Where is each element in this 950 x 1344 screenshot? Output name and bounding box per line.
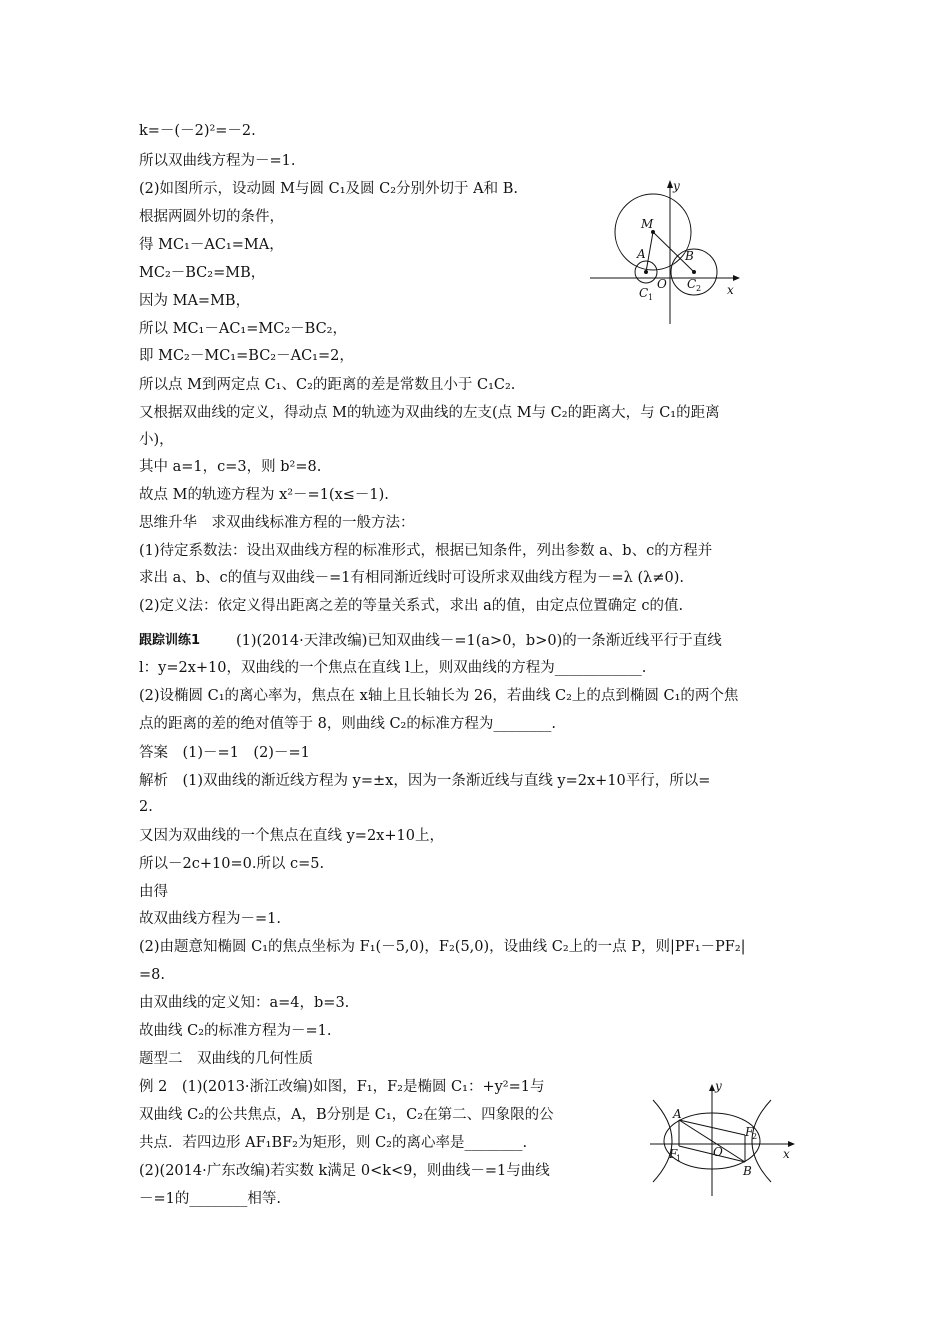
label-O: O [713, 1145, 723, 1159]
text-line: (1)待定系数法：设出双曲线方程的标准形式，根据已知条件，列出参数 a、b、c的方程并 [139, 543, 713, 559]
text-line: 由双曲线的定义知：a=4，b=3. [139, 995, 350, 1011]
section-heading: 题型二 双曲线的几何性质 [139, 1051, 313, 1067]
text-line: 又因为双曲线的一个焦点在直线 y=2x+10上， [139, 828, 444, 844]
text-line: (2)设椭圆 C₁的离心率为，焦点在 x轴上且长轴长为 26，若曲线 C₂上的点到椭圆 C₁的两个焦 [139, 688, 739, 704]
label-F1: F [669, 1147, 678, 1161]
label-C2-sub: 2 [696, 284, 702, 293]
figure-ellipse-hyperbola [645, 1078, 805, 1200]
text-line: MC₂－BC₂=MB， [139, 265, 266, 281]
text-line: 故曲线 C₂的标准方程为－=1. [139, 1023, 332, 1039]
text-line: 故点 M的轨迹方程为 x²－=1(x≤－1). [139, 487, 389, 503]
text-line: 又根据双曲线的定义，得动点 M的轨迹为双曲线的左支(点 M与 C₂的距离大，与 C₁的距离 [139, 405, 720, 421]
text-line: (2)定义法：依定义得出距离之差的等量关系式，求出 a的值，由定点位置确定 c的值. [139, 598, 684, 614]
segment-MC1 [646, 232, 653, 272]
text-line: 所以－2c+10=0.所以 c=5. [139, 856, 325, 872]
text-line: (2)由题意知椭圆 C₁的焦点坐标为 F₁(－5,0)，F₂(5,0)，设曲线 C₂上的一点 P，则|PF₁－PF₂| [139, 939, 746, 955]
figure-tangent-circles [585, 176, 745, 328]
label-F2: F [745, 1125, 754, 1139]
text-line: k=－(－2)²=－2. [139, 123, 256, 139]
label-A: A [637, 247, 646, 261]
label-y: y [673, 179, 680, 193]
text-line: 所以 MC₁－AC₁=MC₂－BC₂， [139, 321, 347, 337]
text-line: (2)(2014·广东改编)若实数 k满足 0<k<9，则曲线－=1与曲线 [139, 1163, 550, 1179]
text-line: 其中 a=1，c=3，则 b²=8. [139, 459, 322, 475]
point-C2 [692, 270, 696, 274]
text-line: 得 MC₁－AC₁=MA， [139, 237, 284, 253]
label-F2-sub: 2 [752, 1132, 758, 1141]
text-line: 思维升华 求双曲线标准方程的一般方法： [139, 515, 415, 531]
label-C1-sub: 1 [648, 293, 654, 302]
x-axis-arrow-icon [733, 275, 740, 281]
text-line: 所以双曲线方程为－=1. [139, 153, 296, 169]
text-line: 由得 [139, 884, 168, 900]
label-C2: C [687, 277, 697, 291]
point-C1 [644, 270, 648, 274]
label-x: x [727, 283, 734, 297]
text-line: l：y=2x+10，双曲线的一个焦点在直线 l上，则双曲线的方程为____________. [139, 660, 647, 676]
label-x: x [783, 1147, 790, 1161]
text-line: 小)， [139, 432, 174, 448]
text-line: 因为 MA=MB， [139, 293, 251, 309]
text-line: 双曲线 C₂的公共焦点，A，B分别是 C₁，C₂在第二、四象限的公 [139, 1107, 554, 1123]
text-line: (2)如图所示，设动圆 M与圆 C₁及圆 C₂分别外切于 A和 B. [139, 181, 518, 197]
text-line: －=1的________相等. [139, 1191, 281, 1207]
label-M: M [641, 217, 654, 231]
hyperbola-left-branch [653, 1100, 672, 1182]
text-line: 求出 a、b、c的值与双曲线－=1有相同渐近线时可设所求双曲线方程为－=λ (λ≠0). [139, 570, 684, 586]
label-y: y [715, 1079, 722, 1093]
label-O: O [657, 277, 667, 291]
label-C1: C [639, 286, 649, 300]
text-line: 点的距离的差的绝对值等于 8，则曲线 C₂的标准方程为________. [139, 716, 556, 732]
text-line: 所以点 M到两定点 C₁、C₂的距离的差是常数且小于 C₁C₂. [139, 377, 516, 393]
text-line: 共点．若四边形 AF₁BF₂为矩形，则 C₂的离心率是________. [139, 1135, 528, 1151]
text-line: 答案 (1)－=1 (2)－=1 [139, 745, 310, 761]
text-line: 解析 (1)双曲线的渐近线方程为 y=±x，因为一条渐近线与直线 y=2x+10平行，所以= [139, 773, 711, 789]
label-B: B [743, 1164, 752, 1178]
text-line: 根据两圆外切的条件， [139, 209, 284, 225]
text-line: 例 2 (1)(2013·浙江改编)如图，F₁，F₂是椭圆 C₁：+y²=1与 [139, 1079, 545, 1095]
text-line: (1)(2014·天津改编)已知双曲线－=1(a>0，b>0)的一条渐近线平行于直线 [236, 633, 722, 649]
text-line: 2. [139, 799, 153, 815]
hyperbola-right-branch [752, 1100, 771, 1182]
text-line: 即 MC₂－MC₁=BC₂－AC₁=2， [139, 348, 354, 364]
label-A: A [673, 1107, 682, 1121]
text-line: =8. [139, 967, 165, 983]
follow-training-label: 跟踪训练1 [139, 633, 201, 648]
label-B: B [685, 249, 694, 263]
text-line: 故双曲线方程为－=1. [139, 911, 281, 927]
label-F1-sub: 1 [676, 1154, 682, 1163]
